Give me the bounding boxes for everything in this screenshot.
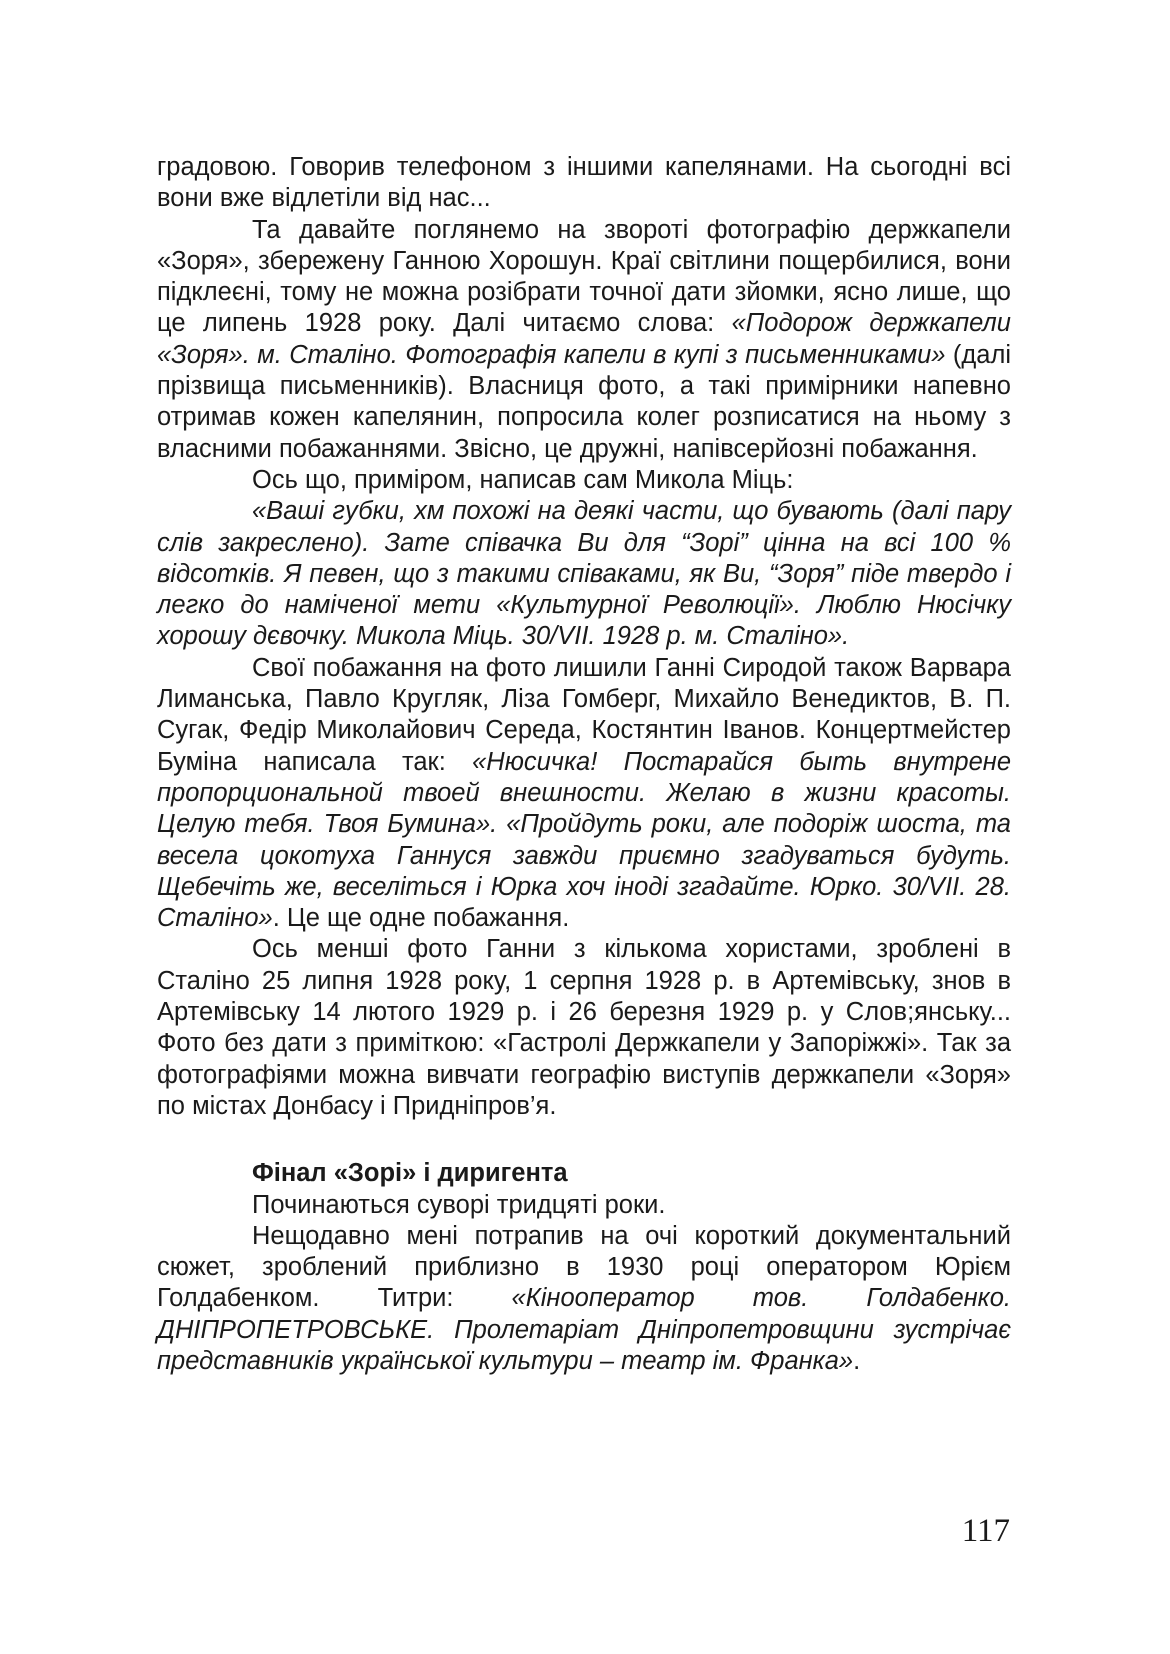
paragraph-2-text-a: Та давайте поглянемо на звороті фотографію держкапели «Зоря», збережену Ганною Хорошун. Краї світлини пощербилися, вони підклеєні, тому не можна розібрати точної дати зйомки, ясно лише, що це липень 1928 року. Далі читаємо слова:	[157, 215, 1011, 338]
paragraph-4-quote: «Ваші губки, хм похожі на деякі части, що бувають (далі пару слів закреслено). Зате співачка Ви для “Зорі” цінна на всі 100 % відсотків. Я певен, що з такими співаками, як Ви, “Зоря” піде твердо і легко до наміченої мети «Культурної Революції». Люблю Нюсічку хорошу дєвочку. Микола Міць. 30/VII. 1928 р. м. Сталіно».	[157, 497, 1011, 651]
paragraph-5-text-c: . Це ще одне побажання.	[272, 904, 570, 933]
paragraph-5	[157, 653, 1011, 935]
paragraph-8-text-c: .	[853, 1346, 861, 1375]
paragraph-1: градовою. Говорив телефоном з іншими капелянами. На сьогодні всі вони вже відлетіли від нас...	[157, 153, 1011, 213]
page-number: 117	[961, 1513, 1010, 1549]
paragraph-3: Ось що, приміром, написав сам Микола Міць:	[252, 465, 794, 494]
paragraph-8-text-a: Нещодавно мені потрапив на очі короткий документальний сюжет, зроблений приблизно в 1930 році оператором Юрієм Голдабенком. Титри:	[157, 1221, 1011, 1313]
paragraph-8-quote: «Кінооператор тов. Голдабенко. ДНІПРОПЕТРОВСЬКЕ. Пролетаріат Дніпропетровщини зустрічає представників української культури – театр ім. Франка»	[157, 1284, 1011, 1375]
section-heading: Фінал «Зорі» і диригента	[252, 1159, 568, 1188]
paragraph-8	[157, 1221, 1011, 1377]
body-text	[157, 152, 1011, 1377]
paragraph-5-text-a: Свої побажання на фото лишили Ганні Сиродой також Варвара Лиманська, Павло Кругляк, Ліза Гомберг, Михайло Венедиктов, В. П. Сугак, Федір Миколайович Середа, Костянтин Іванов. Концертмейстер Буміна написала так:	[157, 653, 1011, 776]
paragraph-6: Ось менші фото Ганни з кількома хористами, зроблені в Сталіно 25 липня 1928 року, 1 серпня 1928 р. в Артемівську, знов в Артемівську 14 лютого 1929 р. і 26 березня 1929 р. у Слов;янську... Фото без дати з приміткою: «Гастролі Держкапели у Запоріжжі». Так за фотографіями можна вивчати географію виступів держкапели «Зоря» по містах Донбасу і Придніпров’я.	[157, 935, 1011, 1120]
paragraph-2	[157, 215, 1011, 465]
paragraph-2-quote: «Подорож держкапели «Зоря». м. Сталіно. Фотографія капели в купі з письменниками»	[157, 309, 1011, 369]
paragraph-7: Починаються суворі тридцяті роки.	[252, 1190, 666, 1219]
paragraph-5-quote: «Нюсичка! Постарайся быть внутрене пропорциональной твоей внешности. Желаю в жизни красоты. Целую тебя. Твоя Бумина». «Пройдуть роки, але подоріж шоста, та весела цокотуха Ганнуся завжди приємно згадуваться будуть. Щебечіть же, веселіться і Юрка хоч іноді згадайте. Юрко. 30/VII. 28. Сталіно»	[157, 747, 1012, 933]
paragraph-2-text-c: (далі прізвища письменників). Власниця фото, а такі примірники напевно отримав кожен капелянин, попросила колег розписатися на ньому з власними побажаннями. Звісно, це дружні, напівсерйозні побажання.	[157, 340, 1011, 463]
